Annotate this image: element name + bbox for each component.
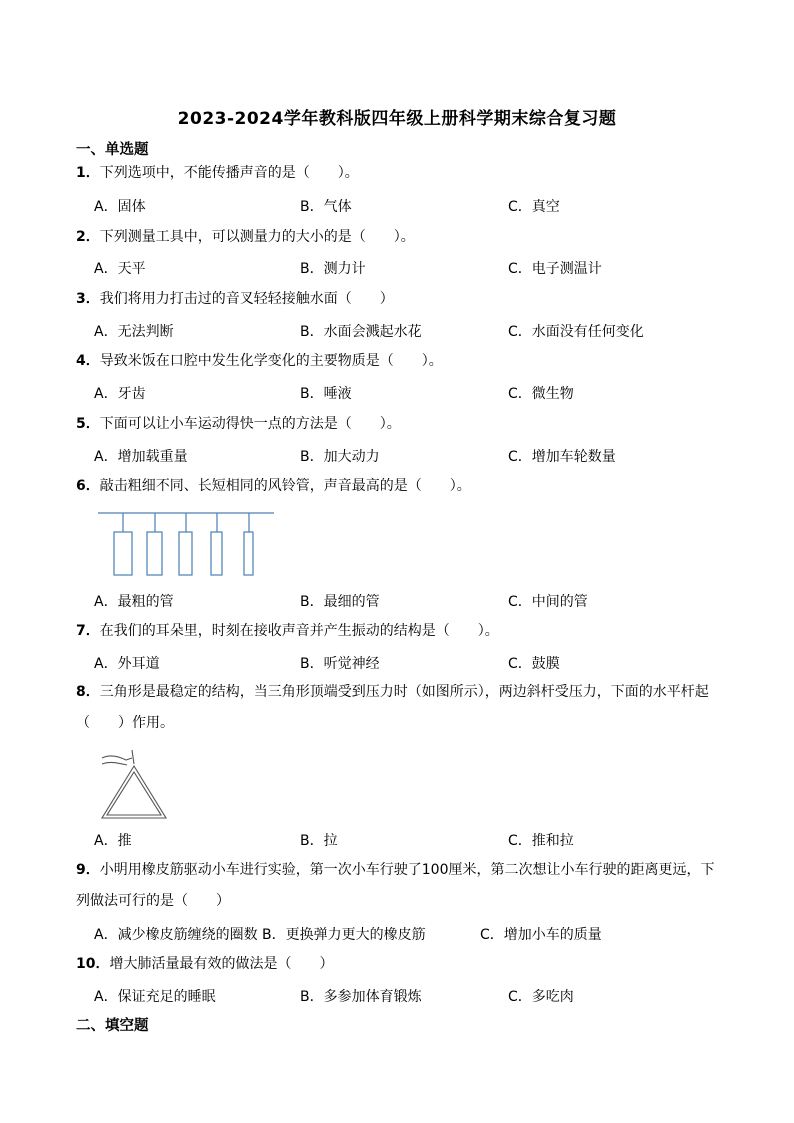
question-1-options — [94, 196, 734, 220]
option-c[interactable]: C．多吃肉 — [508, 989, 574, 1005]
chime-tube-5 — [244, 532, 253, 575]
option-a[interactable]: A．保证充足的睡眠 — [94, 989, 216, 1005]
option-c[interactable]: C．增加小车的质量 — [480, 927, 602, 943]
question-text: 导致米饭在口腔中发生化学变化的主要物质是（ ）。 — [99, 353, 443, 369]
question-text: 我们将用力打击过的音叉轻轻接触水面（ ） — [99, 291, 394, 307]
question-10-options — [94, 986, 734, 1010]
option-b[interactable]: B．气体 — [300, 199, 352, 215]
option-c[interactable]: C．推和拉 — [508, 833, 574, 849]
question-3 — [76, 286, 394, 312]
page-title: 2023-2024学年教科版四年级上册科学期末综合复习题 — [177, 109, 617, 129]
option-a[interactable]: A．增加载重量 — [94, 449, 188, 465]
finger-sketch — [132, 750, 134, 764]
question-9 — [76, 855, 716, 917]
option-a[interactable]: A．牙齿 — [94, 386, 146, 402]
triangle-inner — [107, 772, 161, 815]
question-10 — [76, 951, 333, 977]
chime-tube-3 — [179, 532, 192, 575]
question-text: 下列选项中，不能传播声音的是（ ）。 — [99, 165, 359, 181]
question-number: 7． — [76, 623, 100, 639]
question-text: 增大肺活量最有效的做法是（ ） — [109, 956, 334, 972]
option-a[interactable]: A．推 — [94, 833, 132, 849]
question-2 — [76, 224, 415, 250]
question-5 — [76, 411, 401, 437]
section-heading-fill-in: 二、填空题 — [76, 1018, 149, 1034]
chime-tube-2 — [147, 532, 162, 575]
option-c[interactable]: C．增加车轮数量 — [508, 449, 616, 465]
question-3-options — [94, 321, 734, 345]
triangle-pressure-figure — [96, 744, 170, 822]
question-text: 敲击粗细不同、长短相同的风铃管，声音最高的是（ ）。 — [99, 478, 471, 494]
option-b[interactable]: B．水面会溅起水花 — [300, 324, 422, 340]
question-7-options — [94, 653, 734, 677]
question-number: 10． — [76, 956, 110, 972]
question-4-options — [94, 383, 734, 407]
option-a[interactable]: A．最粗的管 — [94, 594, 174, 610]
option-c[interactable]: C．中间的管 — [508, 594, 588, 610]
question-number: 9． — [76, 862, 100, 878]
option-a[interactable]: A．天平 — [94, 261, 146, 277]
option-a[interactable]: A．外耳道 — [94, 656, 160, 672]
question-2-options — [94, 258, 734, 282]
hand-sketch — [102, 756, 132, 760]
question-text: 下列测量工具中，可以测量力的大小的是（ ）。 — [99, 229, 415, 245]
question-8 — [76, 677, 716, 739]
triangle-outline — [102, 766, 166, 818]
chime-tube-1 — [114, 532, 132, 575]
option-a[interactable]: A．无法判断 — [94, 324, 174, 340]
question-number: 5． — [76, 416, 100, 432]
question-number: 8． — [76, 684, 100, 700]
question-text: 小明用橡皮筋驱动小车进行实验，第一次小车行驶了100厘米，第二次想让小车行驶的距离更远，下列做法可行的是（ ） — [76, 862, 715, 909]
question-9-options — [94, 924, 734, 948]
option-b[interactable]: B．最细的管 — [300, 594, 380, 610]
question-number: 3． — [76, 291, 100, 307]
question-number: 1． — [76, 165, 100, 181]
question-number: 4． — [76, 353, 100, 369]
option-c[interactable]: C．真空 — [508, 199, 560, 215]
question-5-options — [94, 446, 734, 470]
option-a[interactable]: A．固体 — [94, 199, 146, 215]
question-text: 在我们的耳朵里，时刻在接收声音并产生振动的结构是（ ）。 — [99, 623, 499, 639]
question-text: 下面可以让小车运动得快一点的方法是（ ）。 — [99, 416, 401, 432]
option-b[interactable]: B．更换弹力更大的橡皮筋 — [262, 927, 426, 943]
question-6 — [76, 473, 471, 499]
option-c[interactable]: C．鼓膜 — [508, 656, 560, 672]
option-b[interactable]: B．加大动力 — [300, 449, 380, 465]
option-b[interactable]: B．拉 — [300, 833, 338, 849]
question-1 — [76, 160, 359, 186]
option-c[interactable]: C．电子测温计 — [508, 261, 602, 277]
option-c[interactable]: C．水面没有任何变化 — [508, 324, 644, 340]
question-text: 三角形是最稳定的结构，当三角形顶端受到压力时（如图所示），两边斜杆受压力，下面的水平杆起（ ）作用。 — [76, 684, 709, 731]
chime-tube-4 — [211, 532, 222, 575]
section-heading-single-choice: 一、单选题 — [76, 142, 149, 158]
wind-chime-tubes-figure — [96, 508, 278, 578]
option-b[interactable]: B．测力计 — [300, 261, 366, 277]
question-4 — [76, 348, 443, 374]
question-7 — [76, 618, 499, 644]
option-c[interactable]: C．微生物 — [508, 386, 574, 402]
question-number: 2． — [76, 229, 100, 245]
option-b[interactable]: B．多参加体育锻炼 — [300, 989, 422, 1005]
option-a[interactable]: A．减少橡皮筋缠绕的圈数 — [94, 927, 258, 943]
question-8-options — [94, 830, 734, 854]
option-b[interactable]: B．唾液 — [300, 386, 352, 402]
hand-sketch — [102, 762, 127, 765]
question-6-options — [94, 591, 734, 615]
question-number: 6． — [76, 478, 100, 494]
option-b[interactable]: B．听觉神经 — [300, 656, 380, 672]
